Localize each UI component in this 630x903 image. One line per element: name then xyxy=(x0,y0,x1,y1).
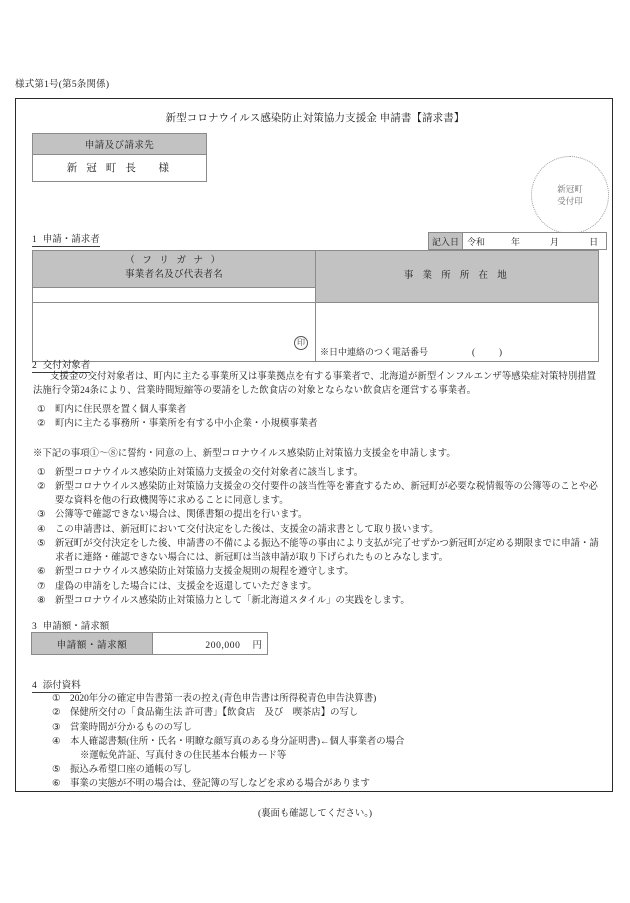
table-row xyxy=(32,633,268,655)
applicant-name-column-header xyxy=(33,251,316,288)
list-item-marker: ① xyxy=(37,468,46,478)
entry-date-month-unit: 月 xyxy=(550,236,560,247)
list-item xyxy=(48,778,599,792)
list-item-marker: ③ xyxy=(52,722,61,733)
pledge-lead-text: ※下記の事項①〜⑧に誓約・同意の上、新型コロナウイルス感染防止対策協力支援金を申請します。 xyxy=(33,449,456,459)
list-item-text: この申請書は、新冠町において交付決定をした後は、支援金の請求書として取り扱います。 xyxy=(55,524,439,535)
amount-row-label: 申請額・請求額 xyxy=(32,633,153,655)
telephone-note-label: ※日中連絡のつく電話番号 xyxy=(320,346,429,357)
list-item-marker: ② xyxy=(37,419,46,430)
list-item xyxy=(48,764,599,778)
address-input[interactable] xyxy=(316,302,599,361)
list-item-marker: ⑥ xyxy=(52,779,61,790)
entry-date-era: 令和 xyxy=(467,236,486,247)
list-item xyxy=(48,693,599,707)
form-number-label: 様式第1号(第5条関係) xyxy=(15,80,110,90)
applicant-table xyxy=(32,250,599,362)
list-item xyxy=(33,595,599,609)
section-3-number: 3 xyxy=(32,622,37,632)
list-item-text: 事業の実態が不明の場合は、登記簿の写しなどを求める場合があります xyxy=(70,779,371,790)
list-item xyxy=(33,404,599,418)
telephone-note xyxy=(320,345,526,358)
list-item xyxy=(33,509,599,523)
furigana-header-label: （ フ リ ガ ナ ） xyxy=(125,256,223,266)
list-item-text: 虚偽の申請をした場合には、支援金を返還していただきます。 xyxy=(55,581,317,592)
business-name-input[interactable] xyxy=(33,302,316,361)
addressee-value: 新 冠 町 長 様 xyxy=(33,155,206,181)
list-item-marker: ⑥ xyxy=(37,567,46,578)
list-item-text xyxy=(70,736,599,764)
section-1-number: 1 xyxy=(32,235,37,245)
addressee-header-label: 申請及び請求先 xyxy=(33,134,206,155)
list-item-text: 営業時間が分かるものの写し xyxy=(70,722,192,733)
receipt-seal-line2: 受付印 xyxy=(557,196,583,206)
section-2-lead-text: 支援金の交付対象者は、町内に主たる事業所又は事業拠点を有する事業者で、北海道が新型インフルエンザ等感染症対策特別措置法施行令第24条により、営業時間短縮等の要請をした飲食店の対象とならない飲食店を運営する事業者。 xyxy=(33,372,597,396)
section-2-title: 交付対象者 xyxy=(42,361,91,371)
furigana-input[interactable] xyxy=(33,287,316,302)
address-column-header xyxy=(316,251,599,303)
section-4-item-list xyxy=(48,693,599,793)
telephone-parens xyxy=(472,347,526,357)
list-item-text: 新型コロナウイルス感染防止対策協力支援金規則の規程を遵守します。 xyxy=(55,567,354,578)
list-item-text: 公簿等で確認できない場合は、関係書類の提出を行います。 xyxy=(55,510,308,521)
list-item-main: 本人確認書類(住所・氏名・明瞭な顔写真のある身分証明書)←個人事業者の場合 xyxy=(70,736,405,747)
list-item-marker: ⑦ xyxy=(37,581,46,592)
page-title: 新型コロナウイルス感染防止対策協力支援金 申請書【請求書】 xyxy=(165,113,465,124)
section-1-heading xyxy=(32,231,100,247)
table-row xyxy=(33,302,599,361)
address-header-label: 事 業 所 所 在 地 xyxy=(403,270,511,281)
amount-value-cell[interactable] xyxy=(153,633,268,655)
telephone-open-paren: ( xyxy=(472,346,500,357)
list-item-marker: ④ xyxy=(37,524,46,535)
list-item-marker: ② xyxy=(37,482,46,493)
table-row xyxy=(33,251,599,288)
list-item xyxy=(48,736,599,764)
section-4-number: 4 xyxy=(32,681,37,691)
list-item-text: 町内に住民票を置く個人事業者 xyxy=(55,405,187,415)
section-4-title: 添付資料 xyxy=(42,681,81,691)
entry-date-year-unit: 年 xyxy=(511,236,521,247)
addressee-box xyxy=(32,133,207,182)
section-2-number: 2 xyxy=(32,361,37,371)
section-3-title: 申請額・請求額 xyxy=(42,622,110,632)
section-1-title: 申請・請求者 xyxy=(42,235,100,245)
list-item-marker: ② xyxy=(52,708,61,719)
amount-table xyxy=(31,632,268,655)
list-item-text: 新型コロナウイルス感染防止対策協力支援金の交付要件の該当性等を審査するため、新冠町が必要な税情報等の公簿等のことや必要な資料を他の行政機関等に求めることに同意します。 xyxy=(55,482,598,507)
list-item xyxy=(33,481,599,509)
list-item-marker: ⑤ xyxy=(52,765,61,776)
pledge-item-list xyxy=(33,467,599,609)
list-item xyxy=(33,566,599,580)
list-item-text: 保健所交付の「食品衛生法 許可書」【飲食店 及び 喫茶店】の写し xyxy=(70,708,359,719)
entry-date-day-unit: 日 xyxy=(589,236,599,247)
list-item xyxy=(33,538,599,566)
list-item-subnote: ※運転免許証、写真付きの住民基本台帳カード等 xyxy=(80,750,287,761)
currency-unit: 円 xyxy=(252,640,262,651)
list-item-text: 新型コロナウイルス感染防止対策協力支援金の交付対象者に該当します。 xyxy=(55,468,364,478)
list-item-marker: ① xyxy=(52,694,61,704)
list-item-marker: ① xyxy=(37,405,46,415)
receipt-seal-line1: 新冠町 xyxy=(557,183,583,194)
list-item-text: 振込み希望口座の通帳の写し xyxy=(70,765,192,776)
list-item xyxy=(48,707,599,721)
list-item xyxy=(33,418,599,432)
entry-date-strip xyxy=(428,232,607,250)
list-item xyxy=(33,524,599,538)
list-item-text: 新冠町が交付決定をした後、申請書の不備による振込不能等の事由により支払が完了せずかつ新冠町が定める期限までに申請・請求者に連絡・確認できない場合には、新冠町は当該申請が取り下げられたものとみなします。 xyxy=(55,539,599,563)
list-item-text: 2020年分の確定申告書第一表の控え(青色申告書は所得税青色申告決算書) xyxy=(70,694,377,704)
receipt-seal-icon xyxy=(531,156,609,234)
section-4-heading xyxy=(32,677,81,693)
list-item-marker: ③ xyxy=(37,510,46,521)
seal-stamp-icon: 印 xyxy=(294,336,308,350)
list-item-marker: ⑧ xyxy=(37,595,46,606)
entry-date-fields[interactable] xyxy=(463,233,606,249)
business-name-header-label: 事業者名及び代表者名 xyxy=(124,270,223,281)
amount-value: 200,000 xyxy=(205,640,241,651)
telephone-close-paren: ) xyxy=(499,346,527,357)
list-item-text: 町内に主たる事務所・事業所を有する中小企業・小規模事業者 xyxy=(55,419,318,430)
application-form-frame xyxy=(15,98,613,792)
list-item xyxy=(33,467,599,481)
list-item-marker: ⑤ xyxy=(37,539,46,550)
list-item xyxy=(48,722,599,736)
list-item xyxy=(33,581,599,595)
list-item-text: 新型コロナウイルス感染防止対策協力として「新北海道スタイル」の実践をします。 xyxy=(55,595,410,606)
footer-note: (裏面も確認してください。) xyxy=(257,809,373,819)
section-2-item-list xyxy=(33,404,599,433)
list-item-marker: ④ xyxy=(52,736,61,747)
entry-date-label: 記入日 xyxy=(429,233,463,249)
